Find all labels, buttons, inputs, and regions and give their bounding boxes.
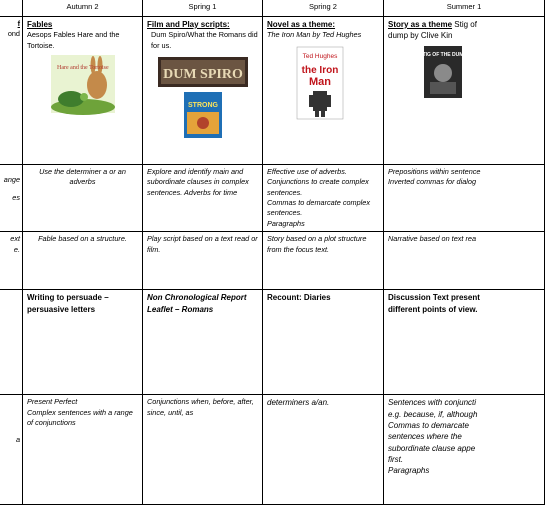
grammar-row (0, 165, 545, 232)
spring1-grammar-cell: Explore and identify main and subordinate clauses in complex sentences. Adverbs for time (143, 165, 263, 232)
fables-desc: Aesops Fables Hare and the Tortoise. (27, 30, 120, 50)
iron-man-cover-image (297, 47, 343, 119)
spring2-grammar-2: Conjunctions to create complex sentences. (267, 177, 369, 197)
left-partial-6: e. (13, 244, 20, 254)
film-play-desc: Dum Spiro/What the Romans did for us. (151, 30, 258, 50)
left-partial-7: a (15, 435, 20, 445)
stig-of-the-dump-cover-image (419, 46, 467, 98)
nonfiction-row (0, 290, 545, 395)
grammar-row-left (0, 165, 23, 232)
summer1-grammar2-1: Sentences with conjuncti (388, 398, 477, 408)
dum-spiro-banner-text: DUM SPIRO (162, 67, 243, 83)
grammar2-row-left (0, 395, 23, 505)
header-cell-left (0, 0, 23, 17)
story-theme-line (388, 19, 540, 30)
dum-spiro-banner-image (158, 57, 248, 87)
film-play-title: Film and Play scripts: (147, 20, 230, 29)
strong-book-cover-image (184, 92, 222, 138)
header-spring-1: Spring 1 (143, 0, 263, 17)
iron-man-cover-author: Ted Hughes (302, 52, 338, 60)
autumn2-text-cell (23, 17, 143, 165)
hare-cover-title: Hare and the Tortoise (56, 65, 109, 72)
summer1-grammar-2: Inverted commas for dialog (388, 177, 477, 187)
summer1-grammar-cell (384, 165, 545, 232)
iron-man-cover-title-1: the Iron (301, 64, 339, 76)
autumn2-grammar2-cell (23, 395, 143, 505)
texts-row-left (0, 17, 23, 165)
spring2-grammar-4: Paragraphs (267, 218, 305, 228)
left-partial-5: ext (10, 234, 20, 244)
story-theme-text-a: Stig of (452, 20, 477, 29)
strong-cover-title: STRONG (187, 102, 218, 110)
spring1-outcome-cell: Play script based on a text read or film. (143, 232, 263, 290)
outcome-row (0, 232, 545, 290)
left-partial-1: f (17, 19, 20, 28)
left-partial-4: es (12, 193, 20, 203)
stig-cover-title: STIG OF THE DUMP (419, 51, 467, 58)
header-summer-1: Summer 1 (384, 0, 545, 17)
autumn2-outcome-cell: Fable based on a structure. (23, 232, 143, 290)
autumn2-nonfiction-cell: Writing to persuade – persuasive letters (23, 290, 143, 395)
story-theme-text-b: dump by Clive Kin (388, 31, 453, 41)
header-row (0, 0, 545, 17)
summer1-outcome-cell: Narrative based on text rea (384, 232, 545, 290)
hare-tortoise-cover-image (51, 55, 115, 113)
novel-theme-title: Novel as a theme: (267, 20, 336, 29)
fables-title: Fables (27, 20, 53, 29)
autumn2-grammar2-2: Complex sentences with a range of conjunctions (27, 407, 133, 427)
summer1-grammar-1: Prepositions within sentence (388, 167, 481, 176)
spring2-grammar2-cell: determiners a/an. (263, 395, 384, 505)
spring1-nonfiction-cell: Non Chronological Report Leaflet – Romans (143, 290, 263, 395)
grammar2-row (0, 395, 545, 505)
summer1-nonfiction-cell: Discussion Text present different points of view. (384, 290, 545, 395)
spring1-text-cell (143, 17, 263, 165)
summer1-grammar2-3: Commas to demarcate sentences where the subordinate clause appe first. (388, 420, 476, 464)
nonfiction-row-left (0, 290, 23, 395)
autumn2-grammar2-1: Present Perfect (27, 397, 78, 407)
outcome-row-left (0, 232, 23, 290)
spring2-grammar-1: Effective use of adverbs. (267, 167, 347, 176)
spring2-grammar-3: Commas to demarcate complex sentences. (267, 198, 371, 218)
texts-row (0, 17, 545, 165)
spring2-text-cell (263, 17, 384, 165)
summer1-text-cell (384, 17, 545, 165)
header-spring-2: Spring 2 (263, 0, 384, 17)
summer1-grammar2-4: Paragraphs (388, 466, 430, 476)
spring2-nonfiction-cell: Recount: Diaries (263, 290, 384, 395)
iron-man-desc: The Iron Man by Ted Hughes (267, 30, 362, 40)
summer1-grammar2-2: e.g. because, if, although (388, 409, 478, 419)
spring2-outcome-cell: Story based on a plot structure from the focus text. (263, 232, 384, 290)
autumn2-grammar-cell: Use the determiner a or an adverbs (23, 165, 143, 232)
iron-man-cover-title-2: Man (309, 75, 331, 88)
summer1-grammar2-cell (384, 395, 545, 505)
left-partial-3: ange (3, 175, 20, 184)
header-autumn-2: Autumn 2 (23, 0, 143, 17)
spring1-grammar2-cell: Conjunctions when, before, after, since, until, as (143, 395, 263, 505)
spring2-grammar-cell (263, 165, 384, 232)
left-partial-2: ond (7, 29, 20, 39)
story-theme-title: Story as a theme (388, 20, 453, 29)
